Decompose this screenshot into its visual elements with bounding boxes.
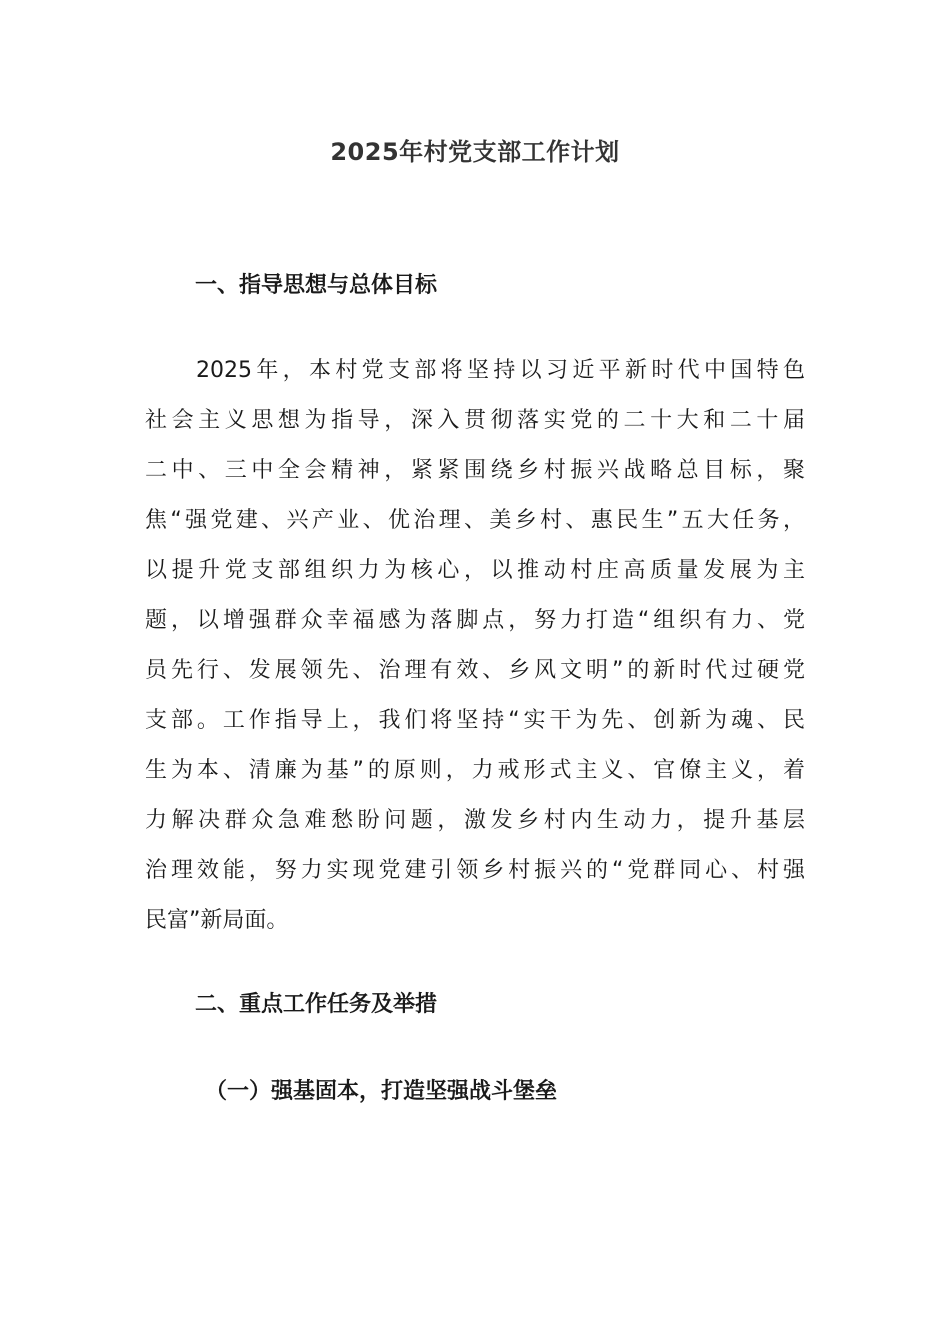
paragraph-line: 力解决群众急难愁盼问题，激发乡村内生动力，提升基层: [145, 808, 805, 833]
paragraph-line: 焦“强党建、兴产业、优治理、美乡村、惠民生”五大任务，: [145, 508, 805, 533]
section-heading-key-tasks: 二、重点工作任务及举措: [195, 992, 438, 1017]
section-heading-guiding-ideology: 一、指导思想与总体目标: [195, 273, 438, 298]
document-title: 2025年村党支部工作计划: [330, 138, 620, 166]
paragraph-line: 支部。工作指导上，我们将坚持“实干为先、创新为魂、民: [145, 708, 805, 733]
paragraph-line: 生为本、清廉为基”的原则，力戒形式主义、官僚主义，着: [145, 758, 805, 783]
paragraph-line: 民富”新局面。: [145, 908, 289, 933]
paragraph-line: 员先行、发展领先、治理有效、乡风文明”的新时代过硬党: [145, 658, 805, 683]
subsection-heading: （一）强基固本，打造坚强战斗堡垒: [205, 1079, 558, 1104]
paragraph-line: 2025年，本村党支部将坚持以习近平新时代中国特色: [196, 358, 805, 383]
section-paragraph: [145, 350, 805, 950]
paragraph-line: 社会主义思想为指导，深入贯彻落实党的二十大和二十届: [145, 408, 805, 433]
paragraph-line: 以提升党支部组织力为核心，以推动村庄高质量发展为主: [145, 558, 805, 583]
paragraph-line: 治理效能，努力实现党建引领乡村振兴的“党群同心、村强: [145, 858, 805, 883]
paragraph-line: 二中、三中全会精神，紧紧围绕乡村振兴战略总目标，聚: [145, 458, 805, 483]
paragraph-line: 题，以增强群众幸福感为落脚点，努力打造“组织有力、党: [145, 608, 805, 633]
